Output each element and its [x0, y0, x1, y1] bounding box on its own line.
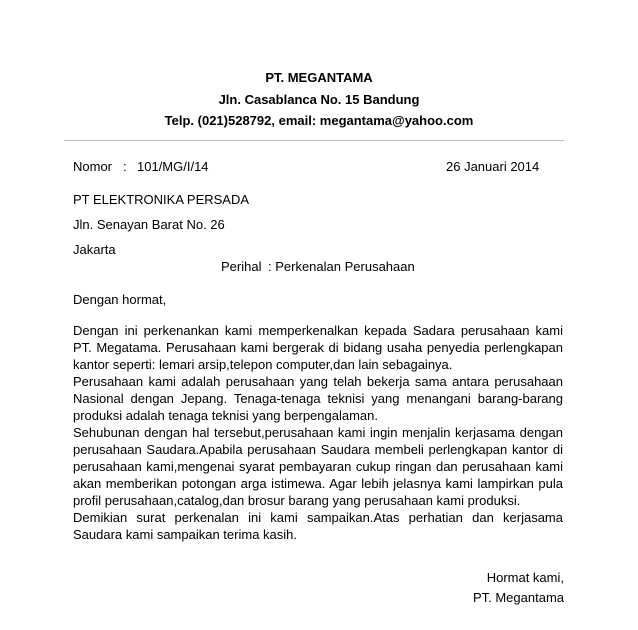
paragraph-company-profile: Perusahaan kami adalah perusahaan yang telah bekerja sama antara perusahaan Nasional dengan Jepang. Tenaga-tenaga teknisi yang menangani barang-barang produksi adalah tenaga teknisi yang berpengalaman.: [73, 374, 563, 423]
subject-value: : Perkenalan Perusahaan: [268, 259, 415, 274]
letter-date: 26 Januari 2014: [446, 159, 540, 174]
closing-salutation: Hormat kami,: [486, 570, 564, 585]
closing-signatory: PT. Megantama: [472, 590, 564, 605]
nomor-separator: :: [123, 159, 127, 174]
letterhead-address: Jln. Casablanca No. 15 Bandung: [218, 92, 420, 107]
letterhead-contact: Telp. (021)528792, email: megantama@yahoo.com: [164, 113, 474, 128]
letterhead-company: PT. MEGANTAMA: [265, 70, 373, 85]
paragraph-offer: Sehubunan dengan hal tersebut,perusahaan kami ingin menjalin kerjasama dengan perusahaan Saudara.Apabila perusahaan Saudara membeli perlengkapan kantor di perusahaan kami,mengenai syarat pembayaran cukup ringan dan perusahaan kami akan memberikan potongan arga istimewa. Agar lebih jelasnya kami lampirkan pula profil perusahaan,catalog,dan brosur barang yang perusahaan kami produksi.: [73, 425, 563, 508]
recipient-city: Jakarta: [73, 242, 116, 257]
paragraph-closing: Demikian surat perkenalan ini kami sampaikan.Atas perhatian dan kerjasama Saudara kami sampaikan terima kasih.: [73, 510, 563, 542]
letterhead-divider: [64, 140, 564, 141]
greeting: Dengan hormat,: [73, 292, 167, 307]
recipient-street: Jln. Senayan Barat No. 26: [73, 217, 225, 232]
nomor-label: Nomor: [73, 159, 113, 174]
subject-label: Perihal: [221, 259, 262, 274]
nomor-value: 101/MG/I/14: [137, 159, 209, 174]
recipient-name: PT ELEKTRONIKA PERSADA: [73, 192, 250, 207]
paragraph-introduction: Dengan ini perkenankan kami memperkenalkan kepada Sadara perusahaan kami PT. Megatama. Perusahaan kami bergerak di bidang usaha penyedia perlengkapan kantor seperti: lemari arsip,telepon computer,dan lain sebagainya.: [73, 323, 563, 372]
